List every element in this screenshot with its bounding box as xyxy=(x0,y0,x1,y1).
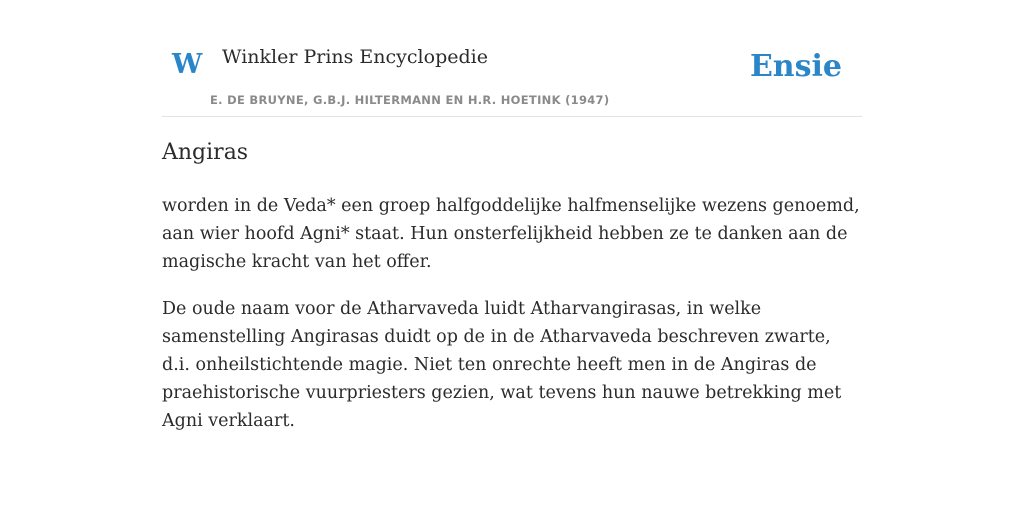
publication-title[interactable]: Winkler Prins Encyclopedie xyxy=(222,46,488,68)
page xyxy=(162,0,862,431)
header xyxy=(162,0,862,117)
article-title: Angiras xyxy=(162,140,249,165)
article-paragraph: worden in de Veda* een groep halfgoddelijke halfmenselijke wezens genoemd, aan wier hoofd Agni* staat. Hun onsterfelijkheid hebben ze te danken aan de magische kracht van het offer. xyxy=(162,196,860,272)
article-paragraph: De oude naam voor de Atharvaveda luidt Atharvangirasas, in welke samenstelling Angirasas duidt op de in de Atharvaveda beschreven zwarte, d.i. onheilstichtende magie. Niet ten onrechte heeft men in de Angiras de praehistorische vuurpriesters gezien, wat tevens hun nauwe betrekking met Agni verklaart. xyxy=(162,299,842,431)
encyclopedia-logo-icon: W xyxy=(172,49,203,80)
publication-authors: E. DE BRUYNE, G.B.J. HILTERMANN EN H.R. HOETINK (1947) xyxy=(210,93,610,107)
ensie-logo[interactable]: Ensie xyxy=(749,49,842,84)
